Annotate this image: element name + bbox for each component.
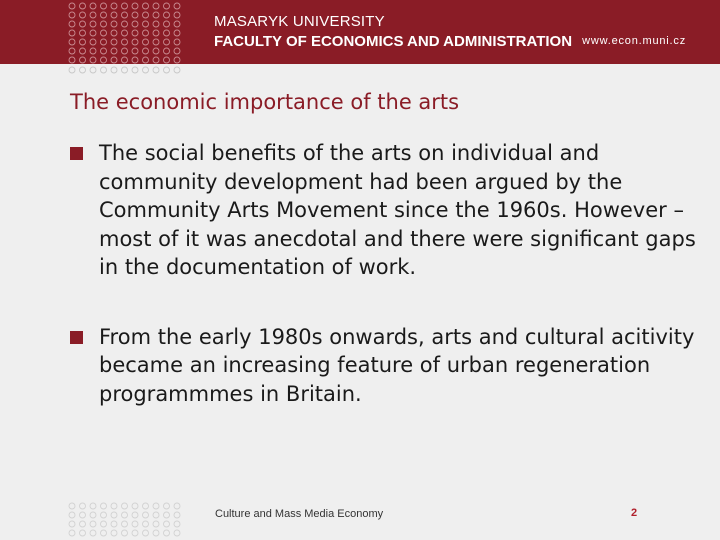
website-url[interactable]: www.econ.muni.cz <box>582 35 686 47</box>
letter-grid-pattern-footer-icon <box>68 500 184 540</box>
bullet-text: The social benefits of the arts on individual and community development had been argued by the Community Arts Movement since the 1960s. However – most of it was anecdotal and there were significant gaps in the documentation of work. <box>99 141 696 279</box>
university-logo-text <box>214 13 572 53</box>
square-bullet-icon <box>70 331 83 344</box>
bullet-text: From the early 1980s onwards, arts and cultural acitivity became an increasing feature of urban regeneration programmmes in Britain. <box>99 324 695 406</box>
bullet-item <box>70 139 700 282</box>
square-bullet-icon <box>70 147 83 160</box>
letter-grid-pattern-icon <box>68 2 184 64</box>
header-bar <box>0 0 720 64</box>
bullet-list <box>70 139 700 408</box>
footer-course-name: Culture and Mass Media Economy <box>215 508 384 520</box>
faculty-name: FACULTY OF ECONOMICS AND ADMINISTRATION <box>214 33 573 50</box>
page-number: 2 <box>631 507 638 519</box>
slide-title: The economic importance of the arts <box>70 90 460 114</box>
bullet-item <box>70 323 700 409</box>
letter-grid-pattern-lower-icon <box>68 64 184 78</box>
university-name: MASARYK UNIVERSITY <box>214 13 385 30</box>
